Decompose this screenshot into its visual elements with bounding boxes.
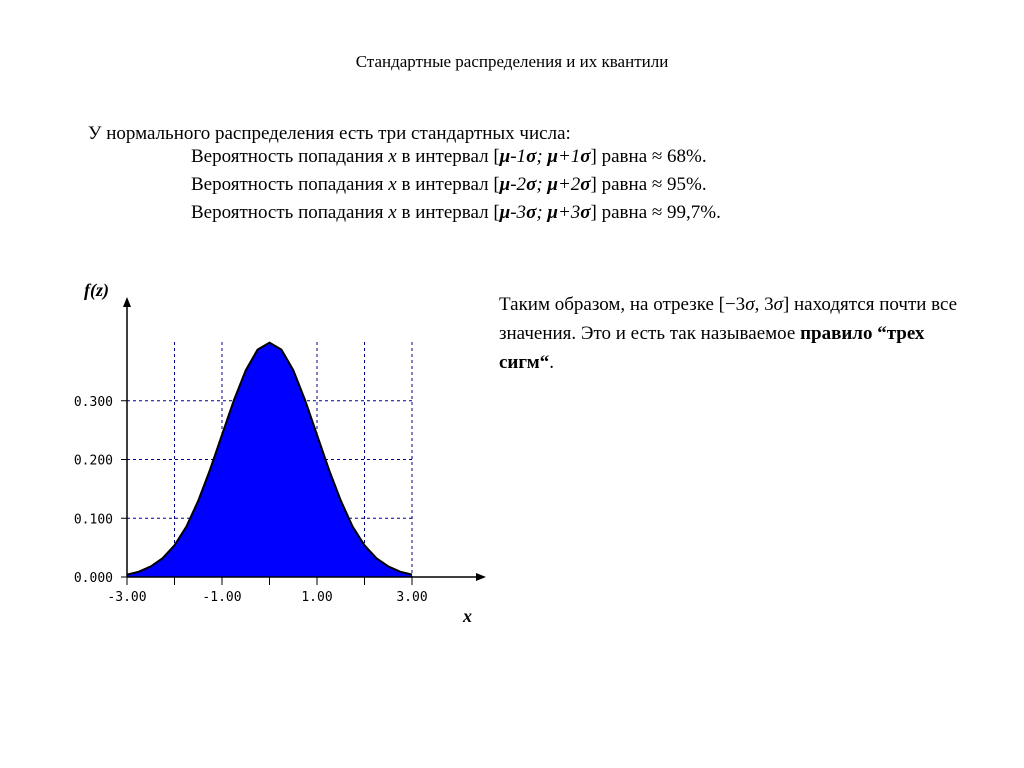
rule-var: x [388,146,397,167]
rule-lo-rest: -2 [510,174,527,195]
x-tick-label: -3.00 [107,590,147,605]
page-title: Стандартные распределения и их квантили [355,52,669,71]
rule-sep: ; [536,202,548,223]
x-tick-label: 1.00 [301,590,333,605]
rule-line [191,174,707,196]
rule-var: x [388,202,397,223]
rule-sep: ; [536,146,548,167]
density-area [127,343,412,577]
rule-prefix: Вероятность попадания [191,202,389,223]
rule-lo-mu: μ [499,174,511,195]
y-tick-label: 0.200 [73,453,113,469]
rule-mid: в интервал [ [396,202,500,223]
rule-suffix: ] равна ≈ 95%. [590,174,707,195]
rule-suffix: ] равна ≈ 99,7%. [590,202,721,223]
rule-sigma: σ [526,174,537,195]
rule-sigma: σ [580,202,591,223]
three-sigma-text [499,290,969,377]
rule-lo-rest: -1 [510,146,527,167]
rule-sigma: σ [580,174,591,195]
side-text-sigma-1: σ [745,294,755,315]
rule-sigma: σ [580,146,591,167]
rule-lo-mu: μ [499,146,511,167]
three-sigma-rule-name: правило “трех сигм“ [499,323,925,373]
rule-var: x [388,174,397,195]
y-tick-label: 0.000 [73,571,113,586]
x-axis-label: x [463,606,472,626]
side-text-sigma-2: σ [773,294,783,315]
side-text-part1: Таким образом, на отрезке [−3 [499,294,746,315]
rule-hi-mu: μ [547,174,558,195]
x-tick-label: 3.00 [396,590,428,605]
rule-hi-rest: +2 [557,174,581,195]
intro-lead: У нормального распределения есть три стандартных числа: [88,123,571,144]
y-axis-label: f(z) [84,280,109,300]
rule-line [191,202,721,224]
rule-hi-rest: +1 [557,146,581,167]
y-tick-label: 0.100 [73,512,113,528]
rule-hi-mu: μ [547,146,558,167]
x-tick-label: -1.00 [202,590,242,605]
rule-hi-mu: μ [547,202,558,223]
y-axis-arrow [123,297,131,307]
rule-mid: в интервал [ [396,174,500,195]
rule-prefix: Вероятность попадания [191,174,389,195]
rule-line [191,146,707,168]
rule-prefix: Вероятность попадания [191,146,389,167]
x-axis-arrow [476,573,486,581]
rule-lo-rest: -3 [510,202,527,223]
rule-suffix: ] равна ≈ 68%. [590,146,707,167]
rule-lo-mu: μ [499,202,511,223]
rule-sigma: σ [526,202,537,223]
rule-sigma: σ [526,146,537,167]
side-text-end: . [549,352,554,373]
y-tick-label: 0.300 [73,394,113,410]
rule-mid: в интервал [ [396,146,500,167]
side-text-part2: , 3 [754,294,774,315]
rule-sep: ; [536,174,548,195]
density-curve [127,343,412,575]
side-text-part3: ] находятся почти все значения. Это и есть так называемое [499,294,958,344]
rule-hi-rest: +3 [557,202,581,223]
